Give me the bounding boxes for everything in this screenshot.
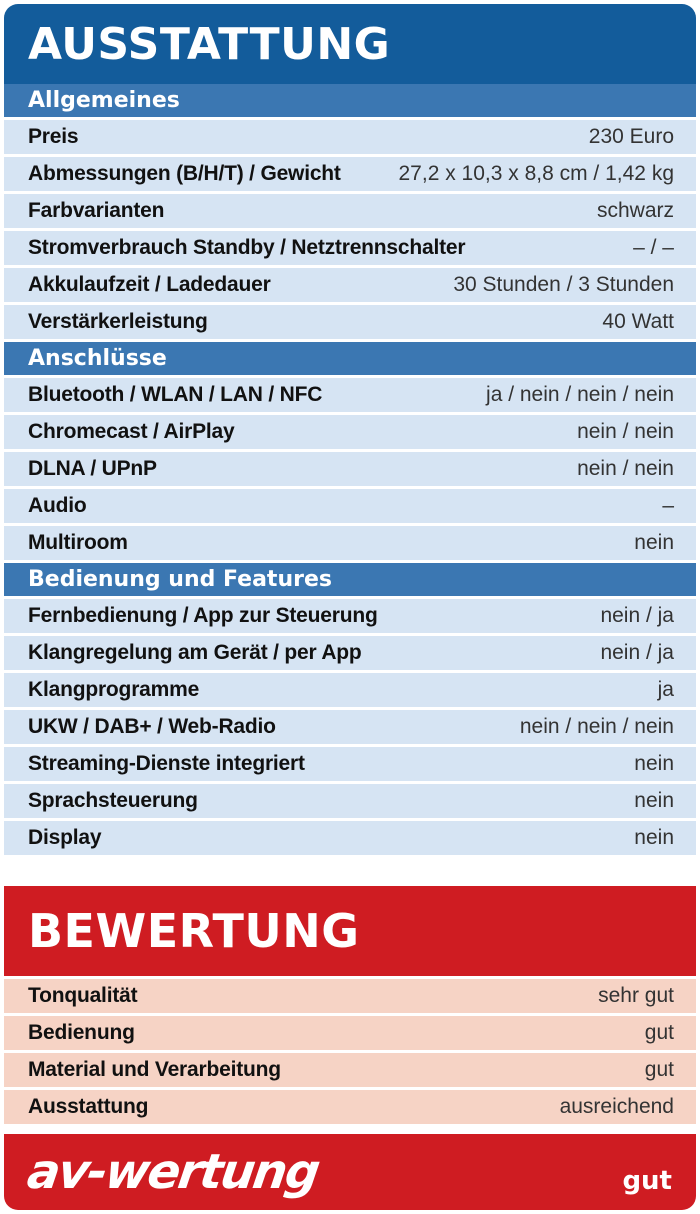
- spec-row-klangregelung: [4, 636, 696, 670]
- rating-row-material: [4, 1053, 696, 1087]
- spec-row-farbvarianten: [4, 194, 696, 228]
- section-heading: Anschlüsse: [28, 346, 167, 371]
- rating-row-tonqualitaet: [4, 979, 696, 1013]
- spec-row-verstaerkerleistung: [4, 305, 696, 339]
- section-allgemeines: [4, 84, 696, 117]
- spec-label: Abmessungen (B/H/T) / Gewicht: [28, 162, 341, 185]
- spec-row-klangprogramme: [4, 673, 696, 707]
- spec-value: –: [662, 494, 674, 517]
- spec-row-preis: [4, 120, 696, 154]
- spec-label: UKW / DAB+ / Web-Radio: [28, 715, 276, 738]
- spec-value: nein: [634, 531, 674, 554]
- spec-value: 30 Stunden / 3 Stunden: [453, 273, 674, 296]
- section-heading: Bedienung und Features: [28, 567, 332, 592]
- spec-row-chromecast: [4, 415, 696, 449]
- rating-label: Tonqualität: [28, 984, 138, 1007]
- av-wertung-footer: [4, 1134, 696, 1210]
- spec-value: ja: [657, 678, 674, 701]
- bewertung-title: BEWERTUNG: [28, 904, 360, 958]
- ausstattung-header: [4, 4, 696, 84]
- spec-label: Akkulaufzeit / Ladedauer: [28, 273, 271, 296]
- spec-label: Multiroom: [28, 531, 128, 554]
- spec-value: nein / ja: [600, 604, 674, 627]
- section-anschluesse: [4, 342, 696, 375]
- spec-value: 27,2 x 10,3 x 8,8 cm / 1,42 kg: [398, 162, 674, 185]
- spec-row-display: [4, 821, 696, 855]
- ausstattung-title: AUSSTATTUNG: [28, 18, 391, 70]
- spec-label: Verstärkerleistung: [28, 310, 208, 333]
- rating-row-bedienung: [4, 1016, 696, 1050]
- spec-row-fernbedienung: [4, 599, 696, 633]
- spec-label: Display: [28, 826, 102, 849]
- spec-row-stromverbrauch: [4, 231, 696, 265]
- av-wertung-logo: av-wertung: [24, 1144, 322, 1200]
- spec-label: Stromverbrauch Standby / Netztrennschalter: [28, 236, 466, 259]
- rating-value: sehr gut: [598, 984, 674, 1007]
- rating-row-ausstattung: [4, 1090, 696, 1124]
- rating-value: gut: [644, 1058, 674, 1081]
- spec-value: nein / nein: [577, 457, 674, 480]
- spec-value: nein / nein / nein: [519, 715, 674, 738]
- spec-value: nein: [634, 826, 674, 849]
- bewertung-header: [4, 886, 696, 976]
- spec-label: Klangregelung am Gerät / per App: [28, 641, 362, 664]
- spec-label: Preis: [28, 125, 79, 148]
- spec-row-radio: [4, 710, 696, 744]
- spec-value: schwarz: [596, 199, 674, 222]
- spec-value: nein / nein: [577, 420, 674, 443]
- spec-row-streaming: [4, 747, 696, 781]
- rating-label: Bedienung: [28, 1021, 135, 1044]
- spec-row-abmessungen: [4, 157, 696, 191]
- spec-label: Streaming-Dienste integriert: [28, 752, 305, 775]
- spec-label: Farbvarianten: [28, 199, 165, 222]
- spec-label: Klangprogramme: [28, 678, 200, 701]
- rating-value: gut: [644, 1021, 674, 1044]
- overall-grade: gut: [622, 1166, 672, 1196]
- spec-label: Chromecast / AirPlay: [28, 420, 235, 443]
- rating-label: Material und Verarbeitung: [28, 1058, 281, 1081]
- bewertung-card: [4, 886, 696, 1210]
- section-heading: Allgemeines: [28, 88, 180, 113]
- spec-row-dlna: [4, 452, 696, 486]
- rating-label: Ausstattung: [28, 1095, 149, 1118]
- spec-label: Sprachsteuerung: [28, 789, 198, 812]
- spec-label: DLNA / UPnP: [28, 457, 157, 480]
- spec-row-audio: [4, 489, 696, 523]
- spec-label: Fernbedienung / App zur Steuerung: [28, 604, 378, 627]
- spec-label: Bluetooth / WLAN / LAN / NFC: [28, 383, 323, 406]
- spec-value: – / –: [633, 236, 674, 259]
- spec-value: 40 Watt: [602, 310, 674, 333]
- spec-row-multiroom: [4, 526, 696, 560]
- spec-row-bluetooth: [4, 378, 696, 412]
- spec-value: nein: [634, 752, 674, 775]
- spec-row-akkulaufzeit: [4, 268, 696, 302]
- ausstattung-card: [4, 4, 696, 872]
- spec-label: Audio: [28, 494, 87, 517]
- spec-value: nein / ja: [600, 641, 674, 664]
- section-bedienung-features: [4, 563, 696, 596]
- spec-value: nein: [634, 789, 674, 812]
- spec-row-sprachsteuerung: [4, 784, 696, 818]
- spec-value: ja / nein / nein / nein: [486, 383, 674, 406]
- rating-value: ausreichend: [559, 1095, 674, 1118]
- spec-value: 230 Euro: [588, 125, 674, 148]
